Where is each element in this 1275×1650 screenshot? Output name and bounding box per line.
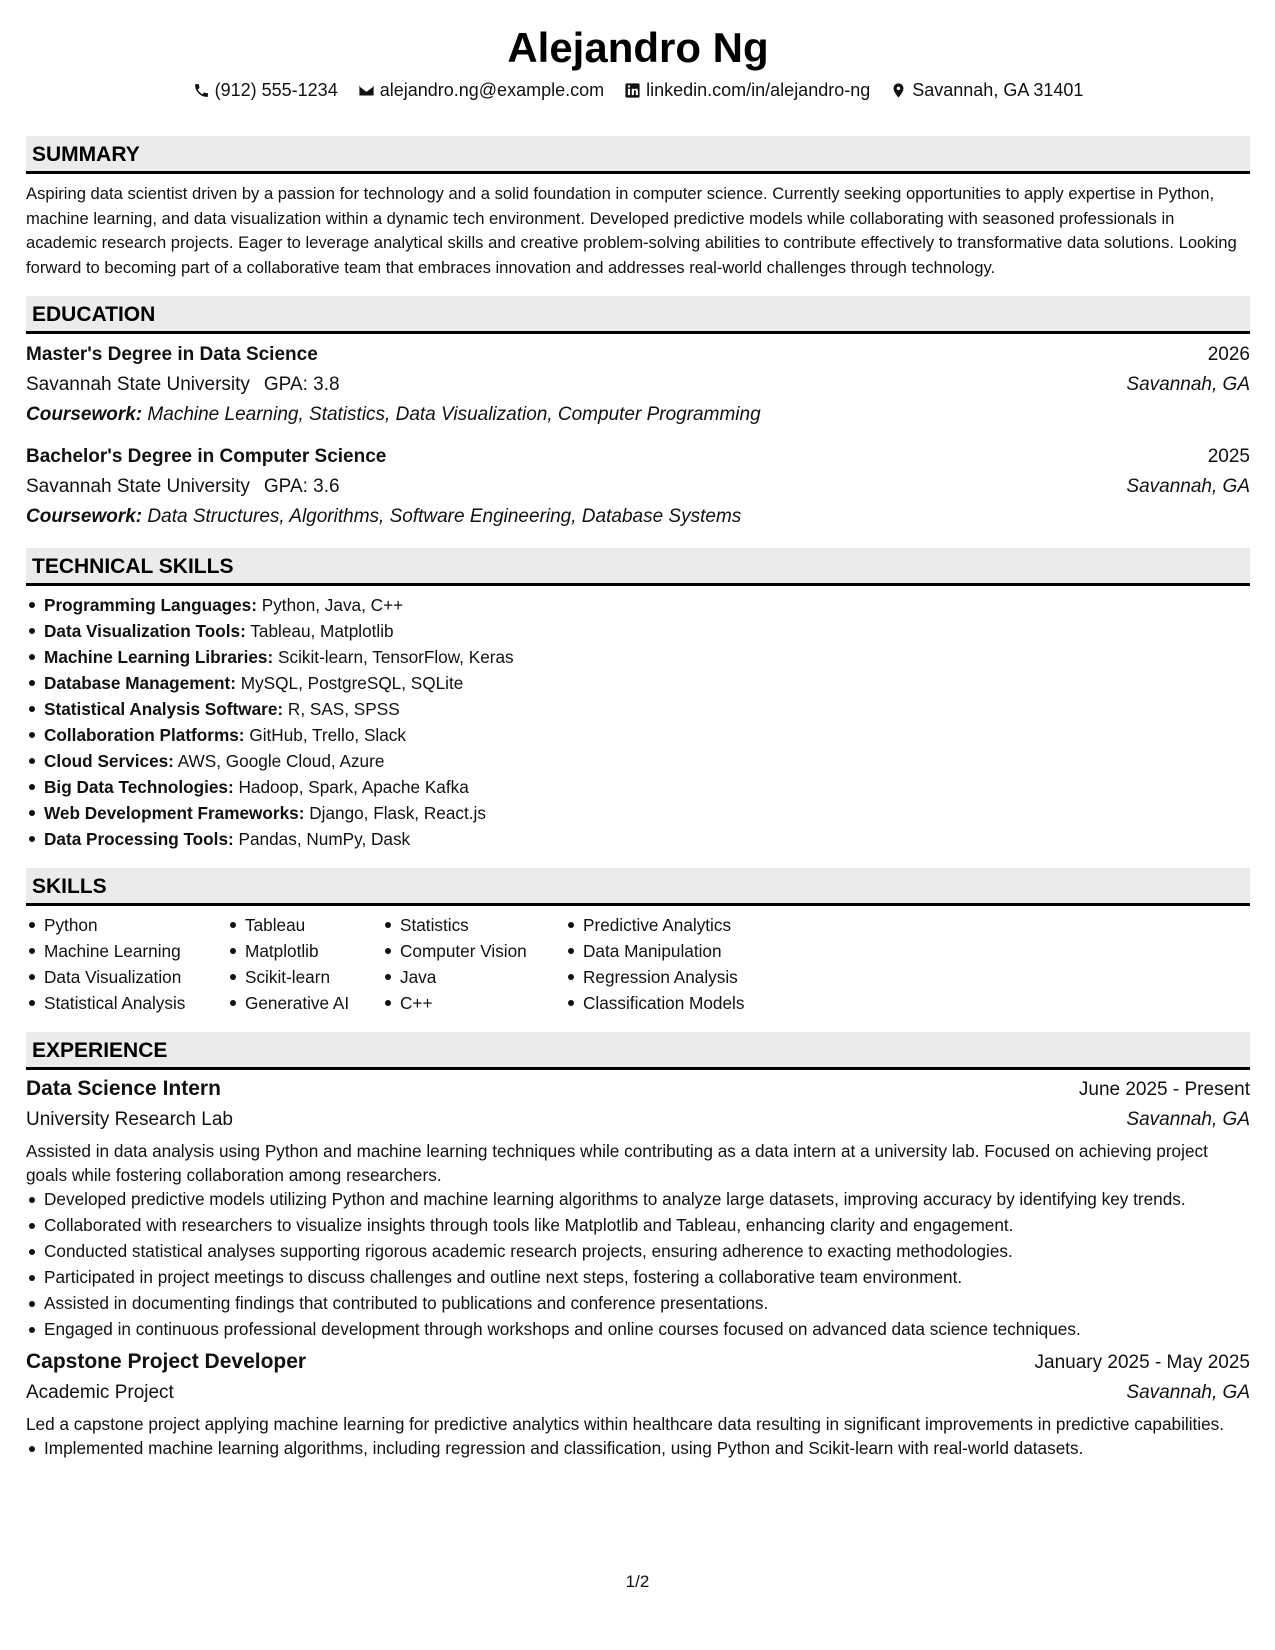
list-item xyxy=(26,644,1250,670)
skill-category: Big Data Technologies: xyxy=(44,777,234,797)
job-bullets xyxy=(26,1436,1250,1460)
school-name: Savannah State University xyxy=(26,476,250,497)
job-dates: June 2025 - Present xyxy=(1078,1079,1250,1100)
education-entry xyxy=(26,340,1250,430)
job-bullets xyxy=(26,1187,1250,1341)
list-item: Engaged in continuous professional development through workshops and online courses focused on advanced data science techniques. xyxy=(26,1317,1250,1341)
list-item xyxy=(26,748,1250,774)
skill-category: Database Management: xyxy=(44,673,236,693)
gpa: GPA: 3.8 xyxy=(263,374,340,395)
list-item: Data Manipulation xyxy=(565,938,785,964)
skill-category: Web Development Frameworks: xyxy=(44,803,305,823)
list-item: Matplotlib xyxy=(227,938,382,964)
experience-list xyxy=(26,1074,1250,1460)
job-dates: January 2025 - May 2025 xyxy=(1034,1352,1250,1373)
list-item xyxy=(26,592,1250,618)
skill-category: Machine Learning Libraries: xyxy=(44,647,274,667)
section-heading-education: EDUCATION xyxy=(26,296,1250,334)
list-item: Assisted in documenting findings that contributed to publications and conference presentations. xyxy=(26,1291,1250,1315)
degree-year: 2025 xyxy=(1207,446,1250,467)
location-text: Savannah, GA 31401 xyxy=(912,79,1084,100)
list-item: Data Visualization xyxy=(26,964,227,990)
job-entry xyxy=(26,1074,1250,1341)
section-heading-technical-skills: TECHNICAL SKILLS xyxy=(26,548,1250,586)
list-item: Classification Models xyxy=(565,990,785,1016)
job-title: Data Science Intern xyxy=(26,1077,221,1100)
job-description: Assisted in data analysis using Python and machine learning techniques while contributing as a data intern at a university lab. Focused on achieving project goals while fostering collaboration among researchers. xyxy=(26,1141,1208,1185)
job-location: Savannah, GA xyxy=(1126,1109,1250,1130)
skill-category: Statistical Analysis Software: xyxy=(44,699,284,719)
job-title: Capstone Project Developer xyxy=(26,1350,307,1373)
map-pin-icon xyxy=(890,82,907,99)
resume-page xyxy=(26,0,1250,1462)
list-item: Developed predictive models utilizing Python and machine learning algorithms to analyze large datasets, improving accuracy by identifying key trends. xyxy=(26,1187,1250,1211)
list-item: Predictive Analytics xyxy=(565,912,785,938)
phone-icon xyxy=(193,82,210,99)
list-item: Generative AI xyxy=(227,990,382,1016)
coursework xyxy=(26,400,1250,430)
job-entry xyxy=(26,1347,1250,1460)
skill-values: Django, Flask, React.js xyxy=(309,803,486,823)
skill-category: Programming Languages: xyxy=(44,595,257,615)
list-item: Computer Vision xyxy=(382,938,565,964)
list-item xyxy=(26,618,1250,644)
skill-values: GitHub, Trello, Slack xyxy=(249,725,406,745)
contact-email[interactable] xyxy=(358,80,604,101)
job-organization: University Research Lab xyxy=(26,1109,233,1130)
school-line xyxy=(26,472,340,502)
skills-column xyxy=(227,912,382,1016)
list-item: Implemented machine learning algorithms, including regression and classification, using Python and Scikit-learn with real-world datasets. xyxy=(26,1436,1250,1460)
contact-phone xyxy=(193,80,338,101)
section-heading-experience: EXPERIENCE xyxy=(26,1032,1250,1070)
job-location: Savannah, GA xyxy=(1126,1382,1250,1403)
skill-values: AWS, Google Cloud, Azure xyxy=(177,751,385,771)
contact-location xyxy=(890,80,1083,101)
coursework-label: Coursework: xyxy=(26,506,143,527)
email-text[interactable]: alejandro.ng@example.com xyxy=(379,79,605,100)
list-item xyxy=(26,696,1250,722)
skill-category: Data Processing Tools: xyxy=(44,829,234,849)
list-item: Statistical Analysis xyxy=(26,990,227,1016)
job-organization: Academic Project xyxy=(26,1382,174,1403)
page-number: 1/2 xyxy=(625,1572,650,1591)
skills-grid xyxy=(26,912,1250,1016)
skill-values: Python, Java, C++ xyxy=(261,595,404,615)
list-item: Scikit-learn xyxy=(227,964,382,990)
skill-values: Hadoop, Spark, Apache Kafka xyxy=(238,777,469,797)
skills-column xyxy=(26,912,227,1016)
section-heading-summary: SUMMARY xyxy=(26,136,1250,174)
coursework-label: Coursework: xyxy=(26,404,143,425)
technical-skills-list xyxy=(26,592,1250,852)
school-location: Savannah, GA xyxy=(1126,374,1250,395)
list-item: Statistics xyxy=(382,912,565,938)
summary-text: Aspiring data scientist driven by a passion for technology and a solid foundation in computer science. Currently seeking opportunities to apply expertise in Python, machine learning, and data visualization within a dynamic tech environment. Developed predictive models while collaborating with seasoned professionals in academic research projects. Eager to leverage analytical skills and creative problem-solving abilities to contribute effectively to transformative data solutions. Looking forward to becoming part of a collaborative team that embraces innovation and addresses real-world challenges through technology. xyxy=(26,184,1237,277)
envelope-icon xyxy=(358,82,375,99)
linkedin-icon xyxy=(624,82,641,99)
education-list xyxy=(26,340,1250,532)
list-item: Tableau xyxy=(227,912,382,938)
list-item xyxy=(26,670,1250,696)
education-entry xyxy=(26,442,1250,532)
list-item: Participated in project meetings to discuss challenges and outline next steps, fostering a collaborative team environment. xyxy=(26,1265,1250,1289)
degree-year: 2026 xyxy=(1207,344,1250,365)
skill-values: R, SAS, SPSS xyxy=(287,699,400,719)
skill-category: Collaboration Platforms: xyxy=(44,725,245,745)
school-line xyxy=(26,370,340,400)
coursework-text: Data Structures, Algorithms, Software Engineering, Database Systems xyxy=(147,506,742,527)
degree-title: Master's Degree in Data Science xyxy=(26,344,318,365)
school-location: Savannah, GA xyxy=(1126,476,1250,497)
section-heading-skills: SKILLS xyxy=(26,868,1250,906)
skill-values: Scikit-learn, TensorFlow, Keras xyxy=(278,647,514,667)
list-item: Collaborated with researchers to visualize insights through tools like Matplotlib and Tableau, enhancing clarity and engagement. xyxy=(26,1213,1250,1237)
skill-values: MySQL, PostgreSQL, SQLite xyxy=(240,673,464,693)
coursework xyxy=(26,502,1250,532)
skill-category: Data Visualization Tools: xyxy=(44,621,246,641)
skill-values: Tableau, Matplotlib xyxy=(250,621,394,641)
list-item xyxy=(26,722,1250,748)
skill-values: Pandas, NumPy, Dask xyxy=(238,829,411,849)
list-item: C++ xyxy=(382,990,565,1016)
list-item: Conducted statistical analyses supporting rigorous academic research projects, ensuring adherence to exacting methodologies. xyxy=(26,1239,1250,1263)
list-item: Java xyxy=(382,964,565,990)
list-item xyxy=(26,774,1250,800)
skills-column xyxy=(382,912,565,1016)
skills-column xyxy=(565,912,785,1016)
contact-linkedin[interactable] xyxy=(624,80,870,101)
list-item: Python xyxy=(26,912,227,938)
list-item: Regression Analysis xyxy=(565,964,785,990)
coursework-text: Machine Learning, Statistics, Data Visualization, Computer Programming xyxy=(147,404,761,425)
phone-text: (912) 555-1234 xyxy=(214,79,338,100)
school-name: Savannah State University xyxy=(26,374,250,395)
candidate-name: Alejandro Ng xyxy=(507,24,769,71)
linkedin-text[interactable]: linkedin.com/in/alejandro-ng xyxy=(646,79,871,100)
gpa: GPA: 3.6 xyxy=(263,476,340,497)
list-item xyxy=(26,800,1250,826)
contact-bar xyxy=(26,74,1250,106)
degree-title: Bachelor's Degree in Computer Science xyxy=(26,446,387,467)
job-description: Led a capstone project applying machine learning for predictive analytics within healthcare data resulting in significant improvements in predictive capabilities. xyxy=(26,1414,1225,1434)
list-item: Machine Learning xyxy=(26,938,227,964)
list-item xyxy=(26,826,1250,852)
skill-category: Cloud Services: xyxy=(44,751,174,771)
